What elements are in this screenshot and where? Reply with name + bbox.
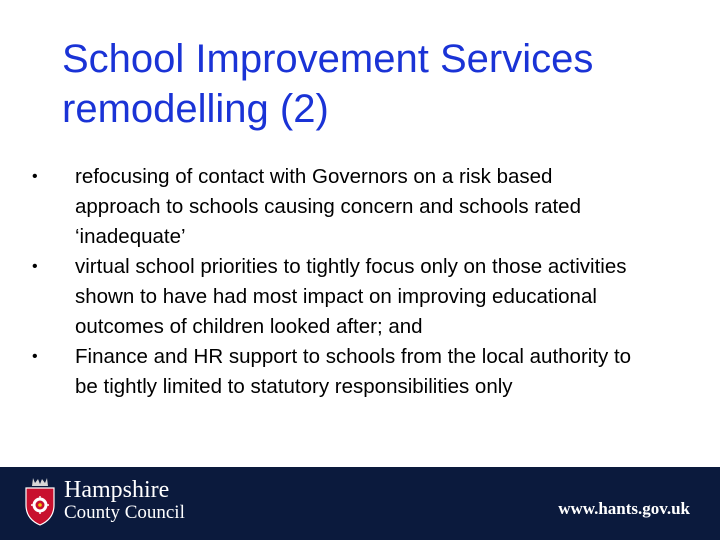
bullet-item-1: [30, 162, 720, 252]
bullet-text: [75, 342, 720, 402]
organisation-name: [64, 477, 185, 523]
website-link[interactable]: www.hants.gov.uk: [558, 499, 690, 518]
bullet-line: refocusing of contact with Governors on a risk based: [75, 165, 553, 188]
bullet-marker: •: [32, 168, 38, 185]
bullet-item-3: [30, 342, 720, 402]
bullet-line: approach to schools causing concern and schools rated: [75, 195, 581, 218]
slide-title-line-1: School Improvement Services: [62, 37, 594, 81]
bullet-text: [75, 162, 720, 252]
footer-bar: [0, 467, 720, 540]
bullet-text: [75, 252, 720, 342]
bullet-marker: •: [32, 258, 38, 275]
bullet-marker: •: [32, 348, 38, 365]
bullet-line: Finance and HR support to schools from the local authority to: [75, 345, 632, 368]
bullet-list: [30, 162, 720, 402]
bullet-line: virtual school priorities to tightly focus only on those activities: [75, 255, 627, 278]
slide-title: [62, 34, 702, 134]
bullet-item-2: [30, 252, 720, 342]
bullet-line: be tightly limited to statutory responsibilities only: [75, 375, 513, 398]
bullet-line: ‘inadequate’: [75, 225, 186, 248]
hampshire-crest-icon: [22, 475, 58, 527]
bullet-line: shown to have had most impact on improving educational: [75, 285, 597, 308]
slide-title-line-2: remodelling (2): [62, 87, 329, 131]
organisation-name-line-2: County Council: [64, 502, 185, 523]
bullet-line: outcomes of children looked after; and: [75, 315, 423, 338]
organisation-name-line-1: Hampshire: [64, 477, 170, 503]
